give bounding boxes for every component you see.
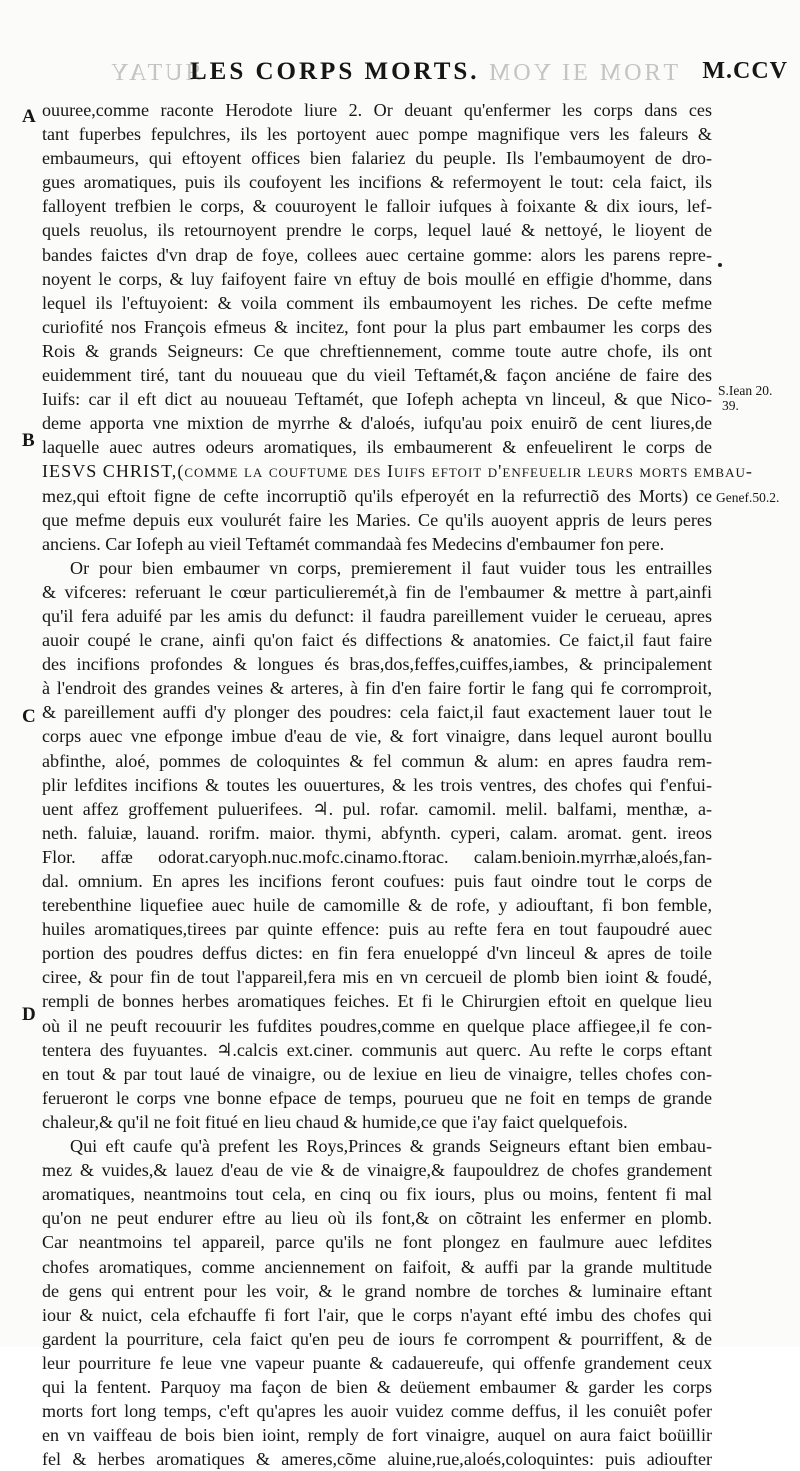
text-line: gues aromatiques, puis ils coufoyent les incifions & refermoyent le tout: cela faict, ils xyxy=(42,172,712,193)
margin-note-john-verse: 39. xyxy=(722,398,739,413)
text-line: quels reuolus, ils retournoyent prendre le corps, lequel laué & nettoyé, le lioyent de xyxy=(42,220,712,241)
text-line: huiles aromatiques,tirees par quinte effence: puis au refte fera en tout faupoudré auec xyxy=(42,919,712,940)
text-line: chaleur,& qu'il ne foit fitué en lieu chaud & humide,ce que i'ay faict quelquefois. xyxy=(42,1111,628,1132)
text-line: fel & herbes aromatiques & ameres,cõme aluine,rue,aloés,coloquintes: puis adioufter xyxy=(42,1449,712,1470)
text-line: où il ne peuft recouurir les fufdites poudres,comme en quelque place affiegee,il fe con- xyxy=(42,1015,712,1036)
text-line: leur pourriture fe leue vne vapeur puante & cadauereufe, qui offenfe grandement ceux xyxy=(42,1352,712,1373)
text-line: IESVS CHRIST,(comme la couftume des Iuifs eftoit d'enfeuelir leurs morts embau- xyxy=(42,461,753,482)
text-line: dal. omnium. En apres les incifions feront coufues: puis faut oindre tout le corps de xyxy=(42,871,712,891)
text-line: chofes aromatiques, comme anciennement on faifoit, & auffi par la grande multitude xyxy=(42,1256,712,1277)
text-line: de gens qui entrent pour les voir, & le grand nombre de torches & luminaire eftant xyxy=(42,1280,712,1301)
text-line: ferueront le corps vne bonne efpace de temps, pourueu que ne foit en temps de grande xyxy=(42,1087,712,1108)
section-letter-a: A xyxy=(22,106,36,127)
text-line: morts fort long temps, c'eft qu'apres les auoir vuidez comme deffus, il les conuiêt pofer xyxy=(42,1401,712,1422)
margin-dot xyxy=(718,263,722,267)
text-line: uent affez groffement puluerifees. ♃. pul. rofar. camomil. melil. balfami, menthæ, a- xyxy=(42,798,712,819)
margin-note-genesis: Genef.50.2. xyxy=(716,490,780,505)
text-line: qu'il fera aduifé par les amis du defunct: il faudra pareillement vuider le cerueau, apres xyxy=(42,605,712,626)
text-line: curiofité nos François efmeus & incitez, font pour la plus part embaumer les corps des xyxy=(42,316,712,337)
text-line: iour & nuict, cela efchauffe fi fort l'air, que le corps n'ayant efté imbu des chofes qui xyxy=(42,1304,712,1325)
margin-note-john: S.Iean 20. xyxy=(718,383,773,398)
text-line: mez,qui eftoit figne de cefte incorruptiõ qu'ils efperoyét en la refurrectiõ des Morts) ce xyxy=(42,485,712,506)
text-line: des incifions profondes & longues és bras,dos,feffes,cuiffes,iambes, & principalement xyxy=(42,654,712,675)
text-line: Qui eft caufe qu'à prefent les Roys,Princes & grands Seigneurs eftant bien embau- xyxy=(70,1136,712,1157)
text-line: & vifceres: referuant le cœur particulieremét,à fin de l'embaumer & mettre à part,ainfi xyxy=(42,581,712,602)
text-line: mez & vuides,& lauez d'eau de vie & de vinaigre,& faupouldrez de chofes grandement xyxy=(42,1160,712,1181)
text-line: Iuifs: car il eft dict au nouueau Teftamét, que Iofeph achepta vn linceul, & que Nico- xyxy=(42,389,712,410)
text-line: à l'endroit des grandes veines & arteres, à fin d'en faire fortir le fang qui fe corromproit, xyxy=(42,678,712,699)
section-letter-b: B xyxy=(22,430,35,451)
text-line: Or pour bien embaumer vn corps, premierement il faut vuider tous les entrailles xyxy=(70,557,712,578)
text-line: ouuree,comme raconte Herodote liure 2. Or deuant qu'enfermer les corps dans ces xyxy=(42,100,712,120)
show-through-text-right: TЯOM ƎI YOM xyxy=(486,60,679,86)
page-header xyxy=(0,58,800,90)
text-line: noyent le corps, & luy faifoyent faire vn eftuy de bois moullé en effigie d'homme, dans xyxy=(42,268,712,289)
text-line: portion des poudres deffus dictes: en fin fera enueloppé d'vn linceul & apres de toile xyxy=(42,943,712,964)
text-line: falloyent trefbien le corps, & couuroyent le falloir iufques à foixante & dix iours, lef- xyxy=(42,196,712,217)
text-line: plir lefdites incifions & toutes les ouuertures, & les trois ventres, des chofes qui f'enfui- xyxy=(42,774,712,795)
text-line: ciree, & pour fin de tout l'appareil,fera mis en vn cercueil de plomb bien ioint & foudé, xyxy=(42,967,712,988)
text-line: en vn vaiffeau de bois bien ioint, remply de fort vinaigre, auquel on aura faict boüillir xyxy=(42,1425,712,1446)
text-line: neth. faluiæ, lauand. rorifm. maior. thymi, abfynth. cyperi, calam. aromat. gent. ireos xyxy=(42,822,712,843)
show-through-text-left: ЯUTAY xyxy=(108,60,202,86)
text-line: terebenthine liquefiee auec huile de camomille & de rofe, y adiouftant, fi bon femble, xyxy=(42,895,712,916)
text-line: anciens. Car Iofeph au vieil Teftamét commandaà fes Medecins d'embaumer fon pere. xyxy=(42,533,665,554)
text-line: corps auec vne efponge imbue d'eau de vie, & fort vinaigre, dans lequel auront boullu xyxy=(42,726,712,747)
text-line: bandes faictes d'vn drap de foye, collees auec certaine gomme: alors les parens repre- xyxy=(42,244,712,265)
section-letter-d: D xyxy=(22,1004,36,1025)
text-line: lequel ils l'eftuyoient: & voila comment ils embaumoyent les riches. De cefte mefme xyxy=(42,292,712,313)
text-line: rempli de bonnes herbes aromatiques feiches. Et fi le Chirurgien eftoit en quelque lieu xyxy=(42,991,712,1012)
text-line: tentera des fuyuantes. ♃.calcis ext.ciner. communis aut querc. Au refte le corps eftant xyxy=(42,1039,712,1060)
text-line: euidemment tiré, tant du nouueau que du vieil Teftamét,& façon anciéne de faire des xyxy=(42,365,712,386)
text-line: aromatiques, neantmoins tout cela, en cinq ou fix iours, plus ou moins, fentent fi mal xyxy=(42,1184,712,1205)
text-line: qui la fentent. Parquoy ma façon de bien & deüement embaumer & garder les corps xyxy=(42,1376,712,1397)
text-line: qu'on ne peut endurer eftre au lieu où ils font,& on cõtraint les enfermer en plomb. xyxy=(42,1208,712,1229)
section-letter-c: C xyxy=(22,706,36,727)
text-line: deme apporta vne mixtion de myrrhe & d'aloés, iufqu'au poix enuirõ de cent liures,de xyxy=(42,413,712,434)
text-line: tant fuperbes fepulchres, ils les portoyent auec pompe magnifique vers les faleurs & xyxy=(42,124,712,145)
text-line: Flor. affæ odorat.caryoph.nuc.mofc.cinamo.ftorac. calam.benioin.myrrhæ,aloés,fan- xyxy=(42,846,712,867)
text-line: gardent la pourriture, cela faict qu'en peu de iours fe corrompent & pourriffent, & de xyxy=(42,1328,712,1349)
folio-number: M.CCV xyxy=(702,58,788,84)
text-line: Rois & grands Seigneurs: Ce que chreftiennement, comme toute autre chofe, ils ont xyxy=(42,340,712,361)
text-line: auoir coupé le crane, ainfi qu'on faict és diffections & anatomies. Ce faict,il faut faire xyxy=(42,630,712,651)
text-line: que mefme depuis eux voulurét faire les Maries. Ce qu'ils auoyent appris de leurs peres xyxy=(42,509,712,530)
text-line: laquelle auec autres odeurs aromatiques, ils embaumerent & enfeuelirent le corps de xyxy=(42,437,712,458)
running-title: LES CORPS MORTS. xyxy=(190,58,480,85)
text-line: en tout & par tout laué de vinaigre, ou de lexiue en lieu de vinaigre, telles chofes con- xyxy=(42,1063,712,1084)
text-line: embaumeurs, qui eftoyent offices bien falariez du peuple. Ils l'embaumoyent de dro- xyxy=(42,148,712,169)
text-line: Car neantmoins tel appareil, parce qu'ils ne font plongez en faulmure auec lefdites xyxy=(42,1232,712,1253)
text-line: abfinthe, aloé, pommes de coloquintes & fel commun & alum: en apres faudra rem- xyxy=(42,750,712,771)
text-line: & pareillement auffi d'y plonger des poudres: cela faict,il faut exactement lauer tout le xyxy=(42,702,712,723)
